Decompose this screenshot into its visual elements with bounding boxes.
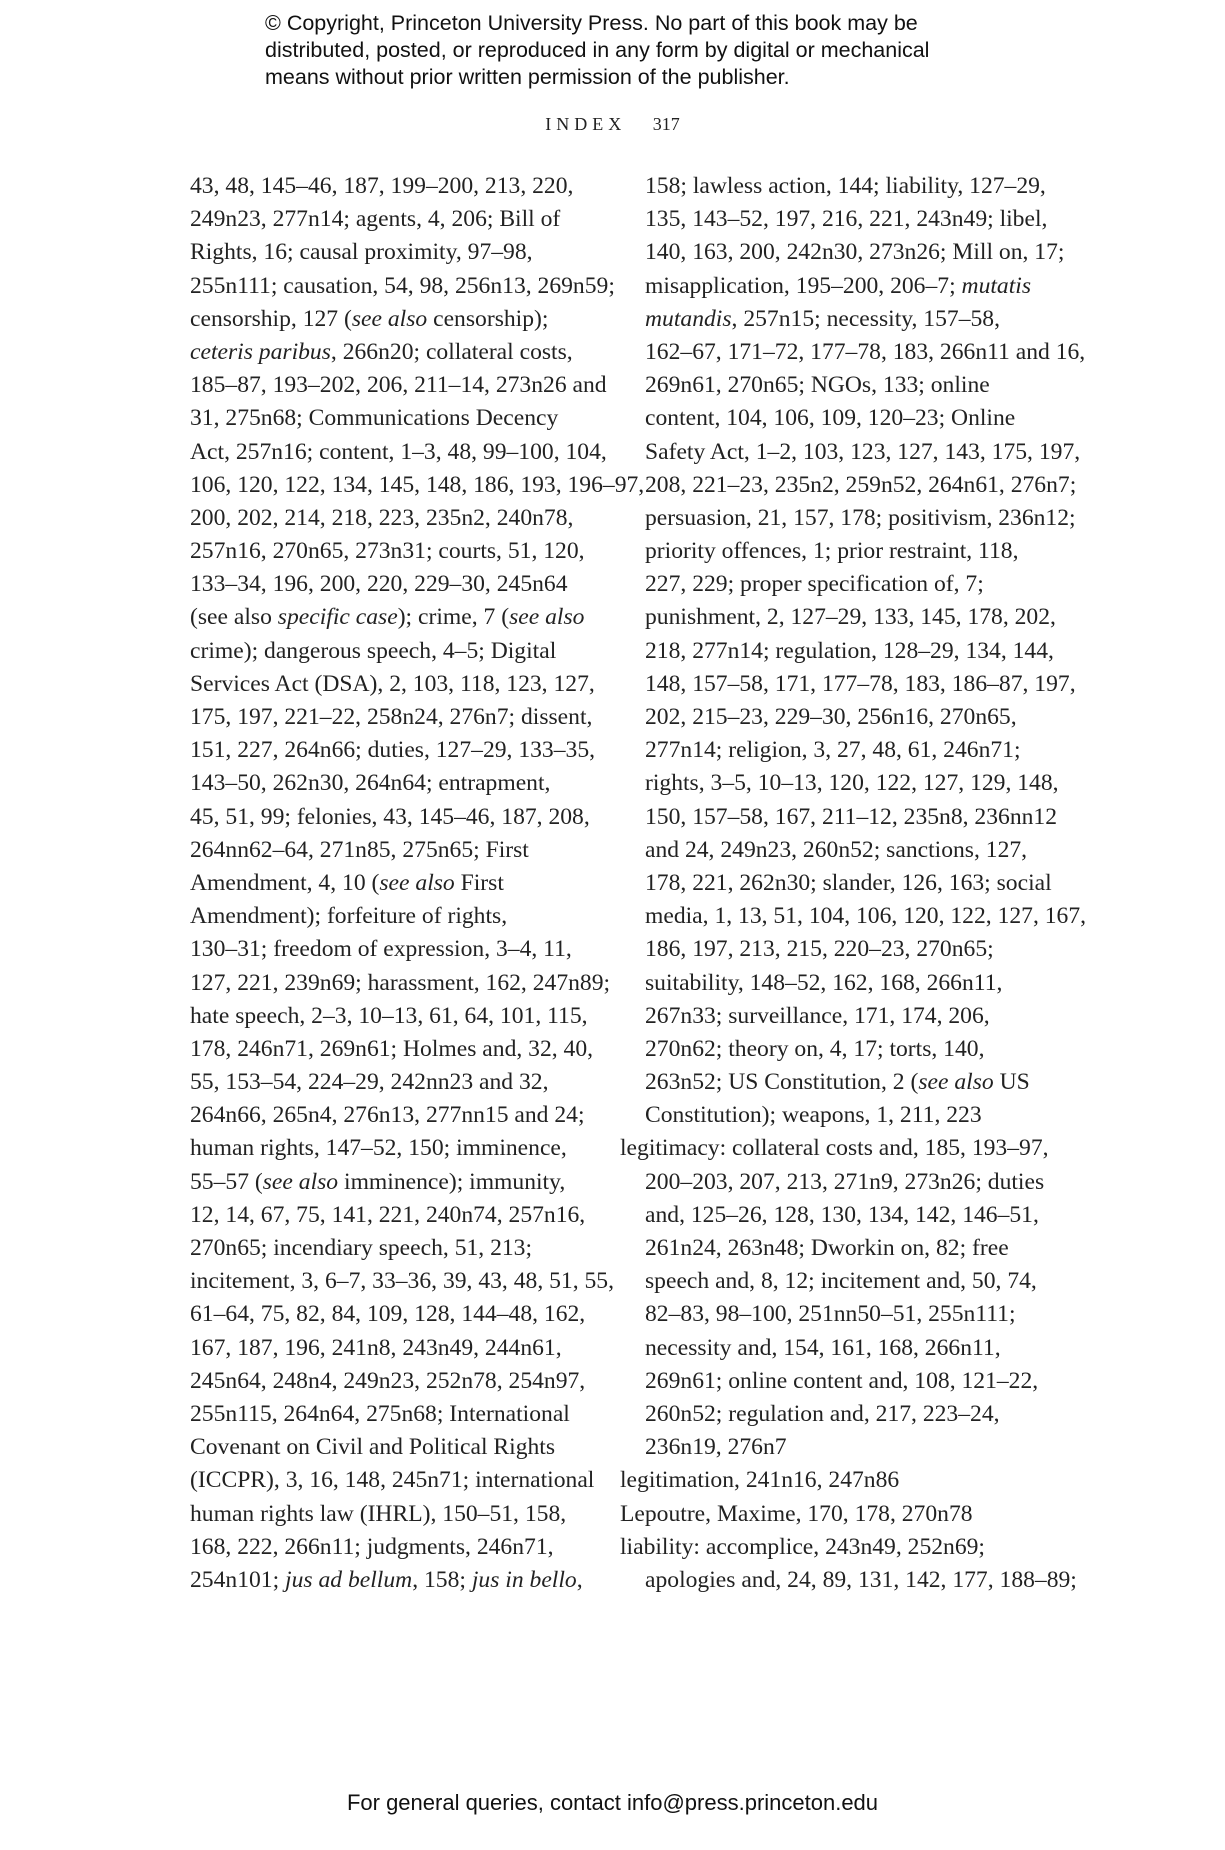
index-line: Safety Act, 1–2, 103, 123, 127, 143, 175, 197, [645, 438, 1081, 465]
copyright-notice [265, 10, 1025, 91]
running-head-title: INDEX [545, 114, 627, 134]
index-line: Act, 257n16; content, 1–3, 48, 99–100, 104, [190, 438, 607, 465]
index-line: human rights law (IHRL), 150–51, 158, [190, 1500, 567, 1527]
index-line: Amendment, 4, 10 (see also First [190, 869, 504, 896]
index-line: hate speech, 2–3, 10–13, 61, 64, 101, 115, [190, 1002, 588, 1029]
index-line: necessity and, 154, 161, 168, 266n11, [645, 1334, 1001, 1361]
index-line: 236n19, 276n7 [645, 1434, 787, 1461]
index-line: 202, 215–23, 229–30, 256n16, 270n65, [645, 704, 1017, 730]
index-line: 158; lawless action, 144; liability, 127–29, [645, 173, 1046, 199]
index-line: 148, 157–58, 171, 177–78, 183, 186–87, 197, [645, 670, 1076, 697]
index-line: 245n64, 248n4, 249n23, 252n78, 254n97, [190, 1367, 586, 1394]
index-line: 130–31; freedom of expression, 3–4, 11, [190, 936, 572, 963]
index-line: legitimacy: collateral costs and, 185, 193–97, [620, 1135, 1049, 1162]
index-line: and 24, 249n23, 260n52; sanctions, 127, [645, 836, 1028, 863]
index-line: 200–203, 207, 213, 271n9, 273n26; duties [645, 1168, 1045, 1195]
index-line: 269n61; online content and, 108, 121–22, [645, 1367, 1039, 1394]
index-line: 162–67, 171–72, 177–78, 183, 266n11 and 16, [645, 338, 1086, 365]
index-line: Lepoutre, Maxime, 170, 178, 270n78 [620, 1500, 973, 1527]
index-line: 178, 221, 262n30; slander, 126, 163; social [645, 869, 1052, 896]
index-line: 249n23, 277n14; agents, 4, 206; Bill of [190, 206, 561, 233]
index-line: Constitution); weapons, 1, 211, 223 [645, 1102, 982, 1129]
index-line: Rights, 16; causal proximity, 97–98, [190, 239, 533, 266]
index-line: 208, 221–23, 235n2, 259n52, 264n61, 276n7; [645, 471, 1077, 498]
index-line: 127, 221, 239n69; harassment, 162, 247n89; [190, 969, 611, 996]
index-line: legitimation, 241n16, 247n86 [620, 1467, 900, 1494]
index-line: 12, 14, 67, 75, 141, 221, 240n74, 257n16, [190, 1201, 586, 1228]
index-line: crime); dangerous speech, 4–5; Digital [190, 637, 557, 664]
index-line: 261n24, 263n48; Dworkin on, 82; free [645, 1235, 1009, 1261]
index-line: censorship, 127 (see also censorship); [190, 305, 549, 332]
index-line: Covenant on Civil and Political Rights [190, 1434, 556, 1461]
index-column-right [620, 170, 1087, 1597]
index-line: 135, 143–52, 197, 216, 221, 243n49; libel, [645, 206, 1048, 233]
copyright-line: distributed, posted, or reproduced in any form by digital or mechanical [265, 38, 930, 62]
index-line: 186, 197, 213, 215, 220–23, 270n65; [645, 936, 994, 963]
index-line: 168, 222, 266n11; judgments, 246n71, [190, 1533, 554, 1560]
index-line: 200, 202, 214, 218, 223, 235n2, 240n78, [190, 504, 574, 531]
index-line: speech and, 8, 12; incitement and, 50, 74, [645, 1268, 1037, 1295]
index-line: 143–50, 262n30, 264n64; entrapment, [190, 770, 551, 797]
index-line: 61–64, 75, 82, 84, 109, 128, 144–48, 162, [190, 1301, 586, 1328]
index-column-left [190, 170, 645, 1597]
index-line: 43, 48, 145–46, 187, 199–200, 213, 220, [190, 173, 574, 199]
index-line: 150, 157–58, 167, 211–12, 235n8, 236nn12 [645, 803, 1058, 830]
index-line: 270n65; incendiary speech, 51, 213; [190, 1235, 533, 1261]
index-line: 55–57 (see also imminence); immunity, [190, 1168, 566, 1195]
index-line: 185–87, 193–202, 206, 211–14, 273n26 and [190, 372, 607, 399]
index-line: 255n115, 264n64, 275n68; International [190, 1400, 570, 1427]
index-line: (see also specific case); crime, 7 (see also [190, 604, 585, 631]
index-line: suitability, 148–52, 162, 168, 266n11, [645, 969, 1003, 996]
index-line: liability: accomplice, 243n49, 252n69; [620, 1533, 985, 1560]
copyright-line: © Copyright, Princeton University Press. No part of this book may be [265, 11, 918, 35]
index-line: 269n61, 270n65; NGOs, 133; online [645, 372, 990, 399]
index-line: 264n66, 265n4, 276n13, 277nn15 and 24; [190, 1102, 585, 1129]
page-number: 317 [652, 114, 680, 134]
index-line: 140, 163, 200, 242n30, 273n26; Mill on, 17; [645, 239, 1065, 266]
index-line: apologies and, 24, 89, 131, 142, 177, 188–89; [645, 1566, 1077, 1593]
index-line: 270n62; theory on, 4, 17; torts, 140, [645, 1035, 985, 1062]
copyright-line: means without prior written permission of the publisher. [265, 65, 790, 89]
index-line: 175, 197, 221–22, 258n24, 276n7; dissent, [190, 704, 593, 730]
index-line: punishment, 2, 127–29, 133, 145, 178, 202, [645, 604, 1056, 631]
index-line: 82–83, 98–100, 251nn50–51, 255n111; [645, 1301, 1016, 1328]
index-line: 257n16, 270n65, 273n31; courts, 51, 120, [190, 538, 585, 565]
index-line: 264nn62–64, 271n85, 275n65; First [190, 836, 529, 863]
index-line: persuasion, 21, 157, 178; positivism, 236n12; [645, 504, 1076, 531]
index-line: and, 125–26, 128, 130, 134, 142, 146–51, [645, 1201, 1039, 1228]
index-line: 263n52; US Constitution, 2 (see also US [645, 1069, 1030, 1096]
index-line: 167, 187, 196, 241n8, 243n49, 244n61, [190, 1334, 562, 1361]
index-line: 227, 229; proper specification of, 7; [645, 571, 984, 598]
index-line: human rights, 147–52, 150; imminence, [190, 1135, 567, 1162]
index-line: incitement, 3, 6–7, 33–36, 39, 43, 48, 51, 55, [190, 1268, 614, 1295]
footer-contact: For general queries, contact info@press.princeton.edu [346, 1790, 879, 1815]
index-line: misapplication, 195–200, 206–7; mutatis [645, 272, 1032, 299]
index-line: 178, 246n71, 269n61; Holmes and, 32, 40, [190, 1035, 594, 1062]
index-line: 260n52; regulation and, 217, 223–24, [645, 1400, 1000, 1427]
index-line: ceteris paribus, 266n20; collateral costs, [190, 338, 573, 365]
index-line: rights, 3–5, 10–13, 120, 122, 127, 129, 148, [645, 770, 1059, 797]
index-line: 254n101; jus ad bellum, 158; jus in bello, [190, 1566, 583, 1593]
index-line: priority offences, 1; prior restraint, 118, [645, 538, 1019, 565]
index-line: Services Act (DSA), 2, 103, 118, 123, 127, [190, 670, 595, 697]
index-line: 106, 120, 122, 134, 145, 148, 186, 193, 196–97, [190, 471, 645, 498]
index-line: 45, 51, 99; felonies, 43, 145–46, 187, 208, [190, 803, 590, 830]
index-line: media, 1, 13, 51, 104, 106, 120, 122, 127, 167, [645, 903, 1087, 930]
index-line: 151, 227, 264n66; duties, 127–29, 133–35, [190, 737, 596, 764]
index-line: 31, 275n68; Communications Decency [190, 405, 559, 432]
index-line: content, 104, 106, 109, 120–23; Online [645, 405, 1016, 432]
index-line: 133–34, 196, 200, 220, 229–30, 245n64 [190, 571, 568, 598]
index-line: 267n33; surveillance, 171, 174, 206, [645, 1002, 990, 1029]
index-line: Amendment); forfeiture of rights, [190, 903, 508, 930]
running-head [0, 114, 1225, 135]
index-line: (ICCPR), 3, 16, 148, 245n71; international [190, 1467, 595, 1494]
index-line: 277n14; religion, 3, 27, 48, 61, 246n71; [645, 737, 1021, 764]
index-line: 255n111; causation, 54, 98, 256n13, 269n59; [190, 272, 615, 299]
index-line: mutandis, 257n15; necessity, 157–58, [645, 305, 1000, 332]
index-line: 55, 153–54, 224–29, 242nn23 and 32, [190, 1069, 549, 1096]
index-line: 218, 277n14; regulation, 128–29, 134, 144, [645, 637, 1054, 664]
